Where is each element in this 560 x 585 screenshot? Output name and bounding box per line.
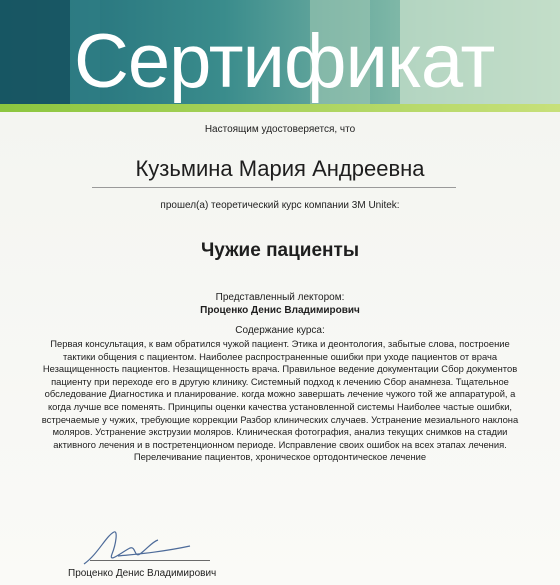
course-intro-text: прошел(а) теоретический курс компании 3М Unitek: <box>160 200 400 211</box>
name-underline <box>92 187 456 188</box>
lecturer-name: Проценко Денис Владимирович <box>200 305 360 316</box>
signature-image <box>78 524 198 574</box>
intro-text: Настоящим удостоверяется, что <box>204 124 356 135</box>
signer-name: Проценко Денис Владимирович <box>68 568 217 579</box>
content-label: Содержание курса: <box>235 325 325 336</box>
course-content-text: Первая консультация, к вам обратился чужой пациент. Этика и деонтология, забытые слова, построение тактики общения с пациентом. Наиболее распространенные ошибки при уходе пациентов от врача Незащищенность пациентов. Незащищенность врача. Правильное ведение документации Сбор документов пациенту при переходе его в другую клинику. Системный подход к лечению Сбор анамнеза. Тщательное обследование Диагностика и планирование. когда можно завершать лечение чужого той же аппаратурой, а когда лучше все поменять. Принципы оценки качества установленной системы Наиболее частые ошибки, встречаемые у чужих, требующие коррекции Разбор клинических случаев. Устранение мезиального наклона моляров. Устранение экструзии моляров. Клиническая фотография, анализ текущих снимков на стадии активного лечения и в постретенционном периоде. Исправление своих ошибок на всех этапах лечения. Перелечивание пациентов, хроническое ортодонтическое лечение <box>41 338 519 463</box>
recipient-name: Кузьмина Мария Андреевна <box>135 156 425 181</box>
header-stripe <box>0 0 70 112</box>
header-banner <box>0 0 560 112</box>
certificate-title: Сертификат <box>74 19 495 104</box>
course-title: Чужие пациенты <box>200 240 360 261</box>
lecturer-label: Представленный лектором: <box>215 292 345 303</box>
signature-line <box>90 560 210 561</box>
